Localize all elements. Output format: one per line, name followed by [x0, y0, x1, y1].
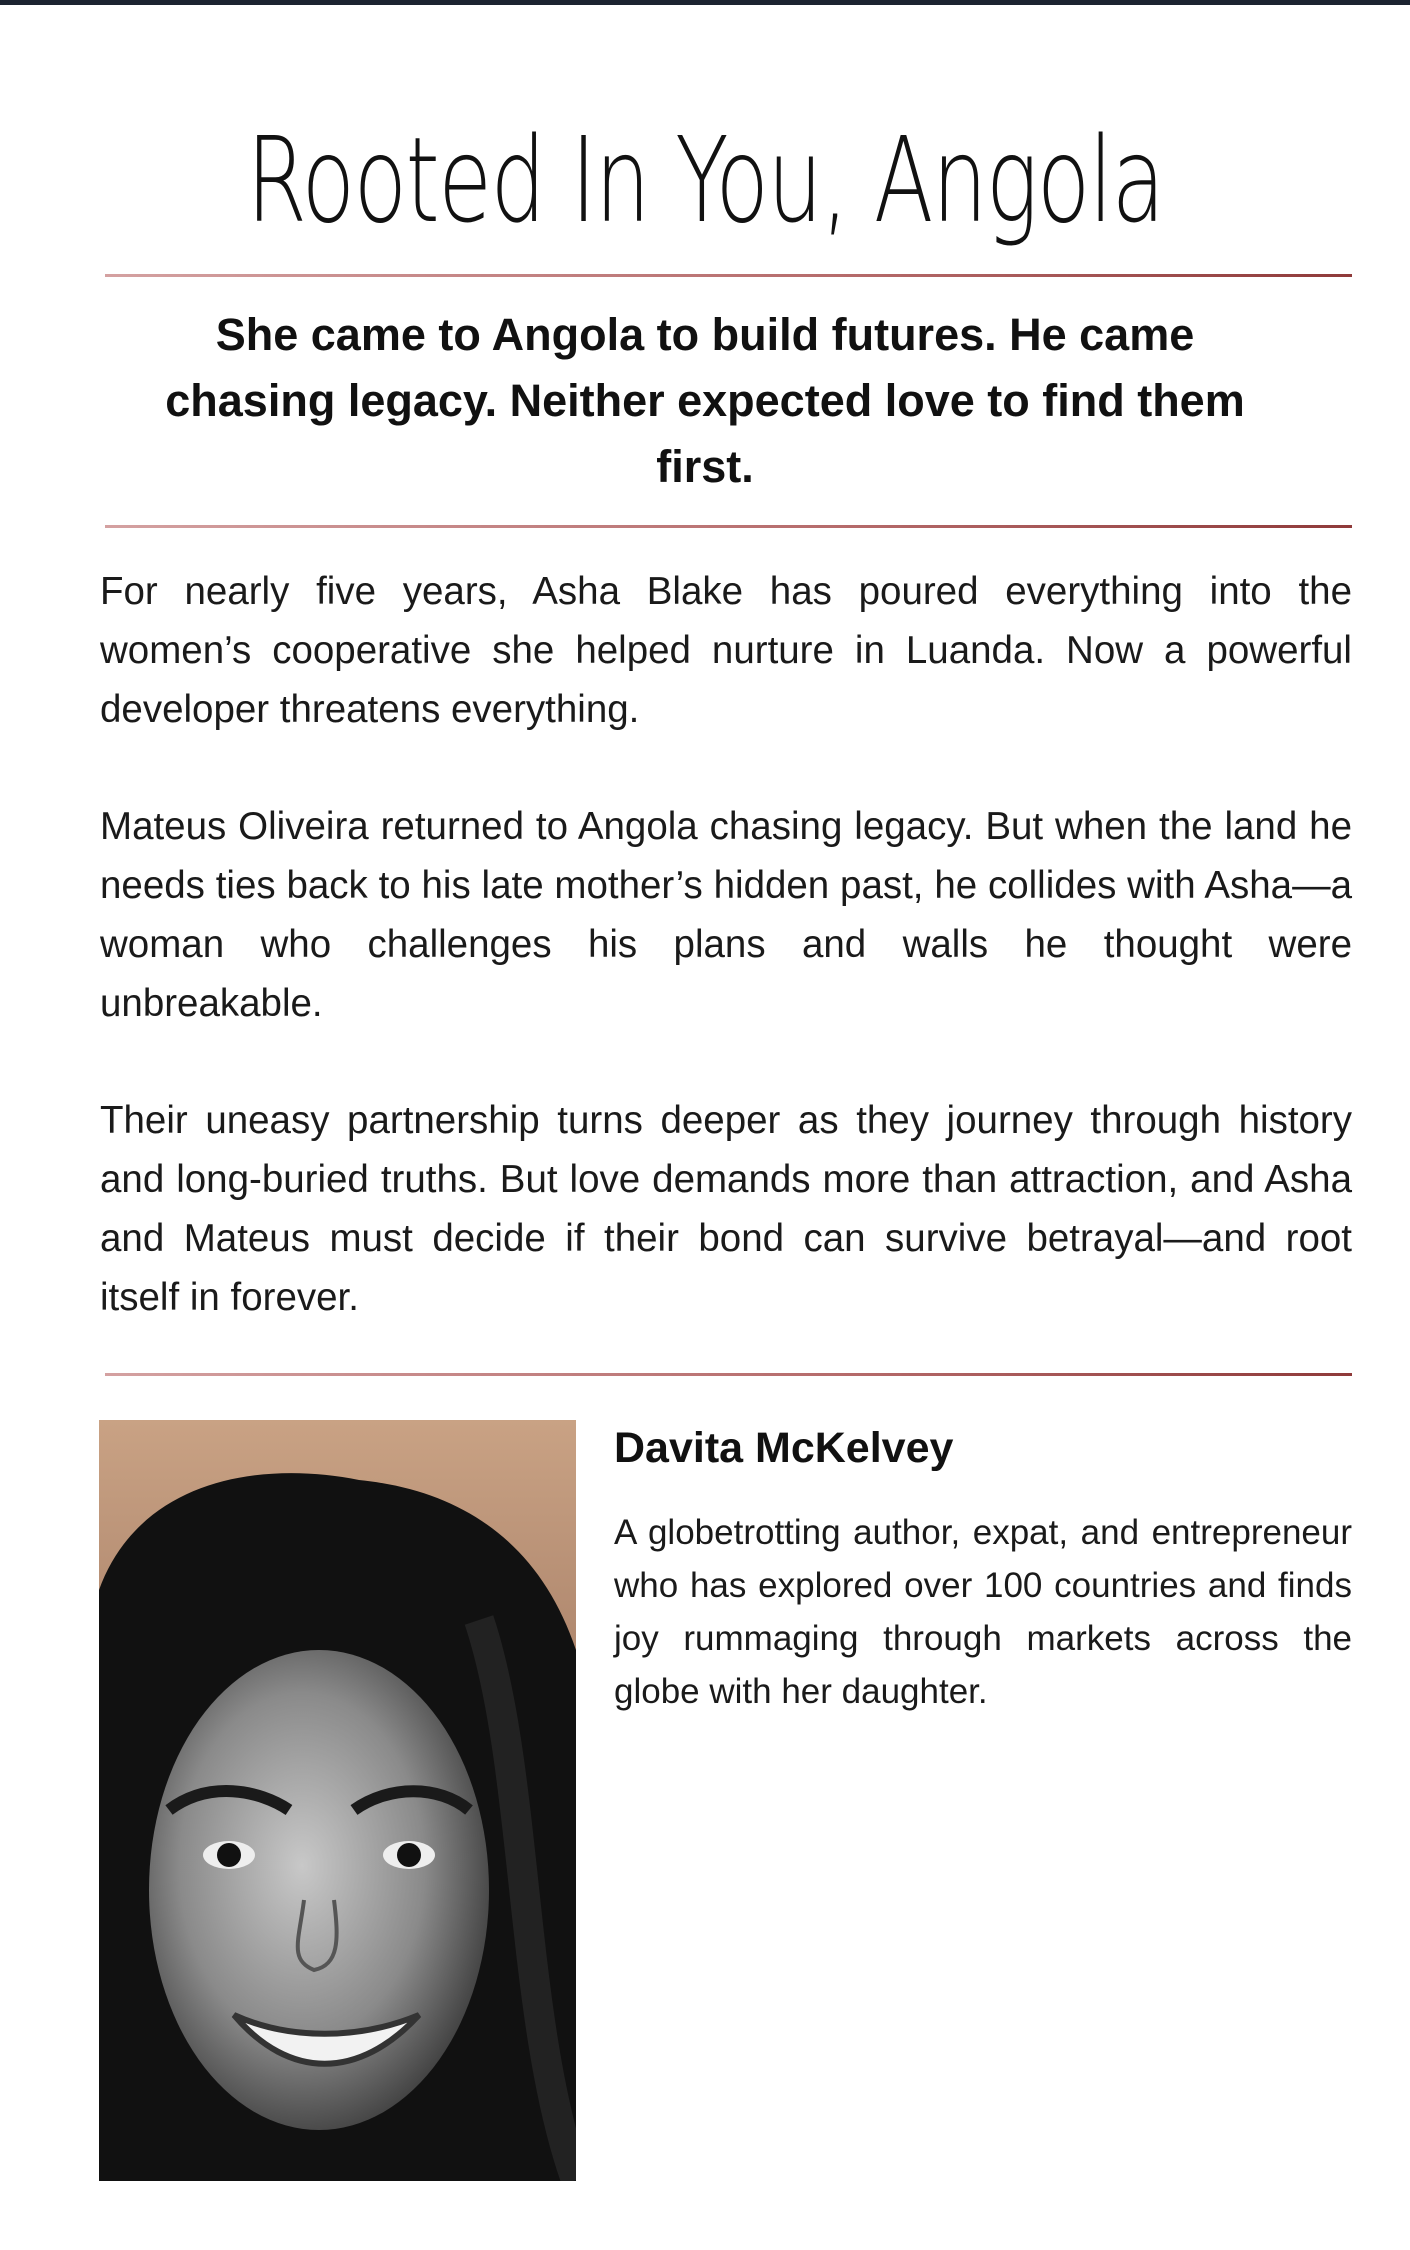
synopsis-paragraph: For nearly five years, Asha Blake has poured everything into the women’s cooperative she helped nurture in Luanda. Now a powerful developer threatens everything.: [100, 570, 1352, 731]
author-photo: [99, 1420, 576, 2181]
divider: [105, 1373, 1352, 1376]
synopsis: [100, 562, 1352, 1385]
divider: [105, 525, 1352, 528]
synopsis-paragraph: Their uneasy partnership turns deeper as they journey through history and long-buried truths. But love demands more than attraction, and Asha and Mateus must decide if their bond can survive betrayal—and root itself in forever.: [100, 1099, 1352, 1319]
book-title: Rooted In You, Angola: [246, 111, 1164, 249]
tagline: She came to Angola to build futures. He came chasing legacy. Neither expected love to find them first.: [165, 309, 1245, 492]
top-border: [0, 0, 1410, 5]
synopsis-paragraph: Mateus Oliveira returned to Angola chasing legacy. But when the land he needs ties back to his late mother’s hidden past, he collides with Asha—a woman who challenges his plans and walls he thought were unbreakable.: [100, 805, 1352, 1025]
divider: [105, 274, 1352, 277]
author-name: Davita McKelvey: [614, 1424, 954, 1472]
author-bio: A globetrotting author, expat, and entrepreneur who has explored over 100 countries and finds joy rummaging through markets across the globe with her daughter.: [614, 1513, 1352, 1711]
